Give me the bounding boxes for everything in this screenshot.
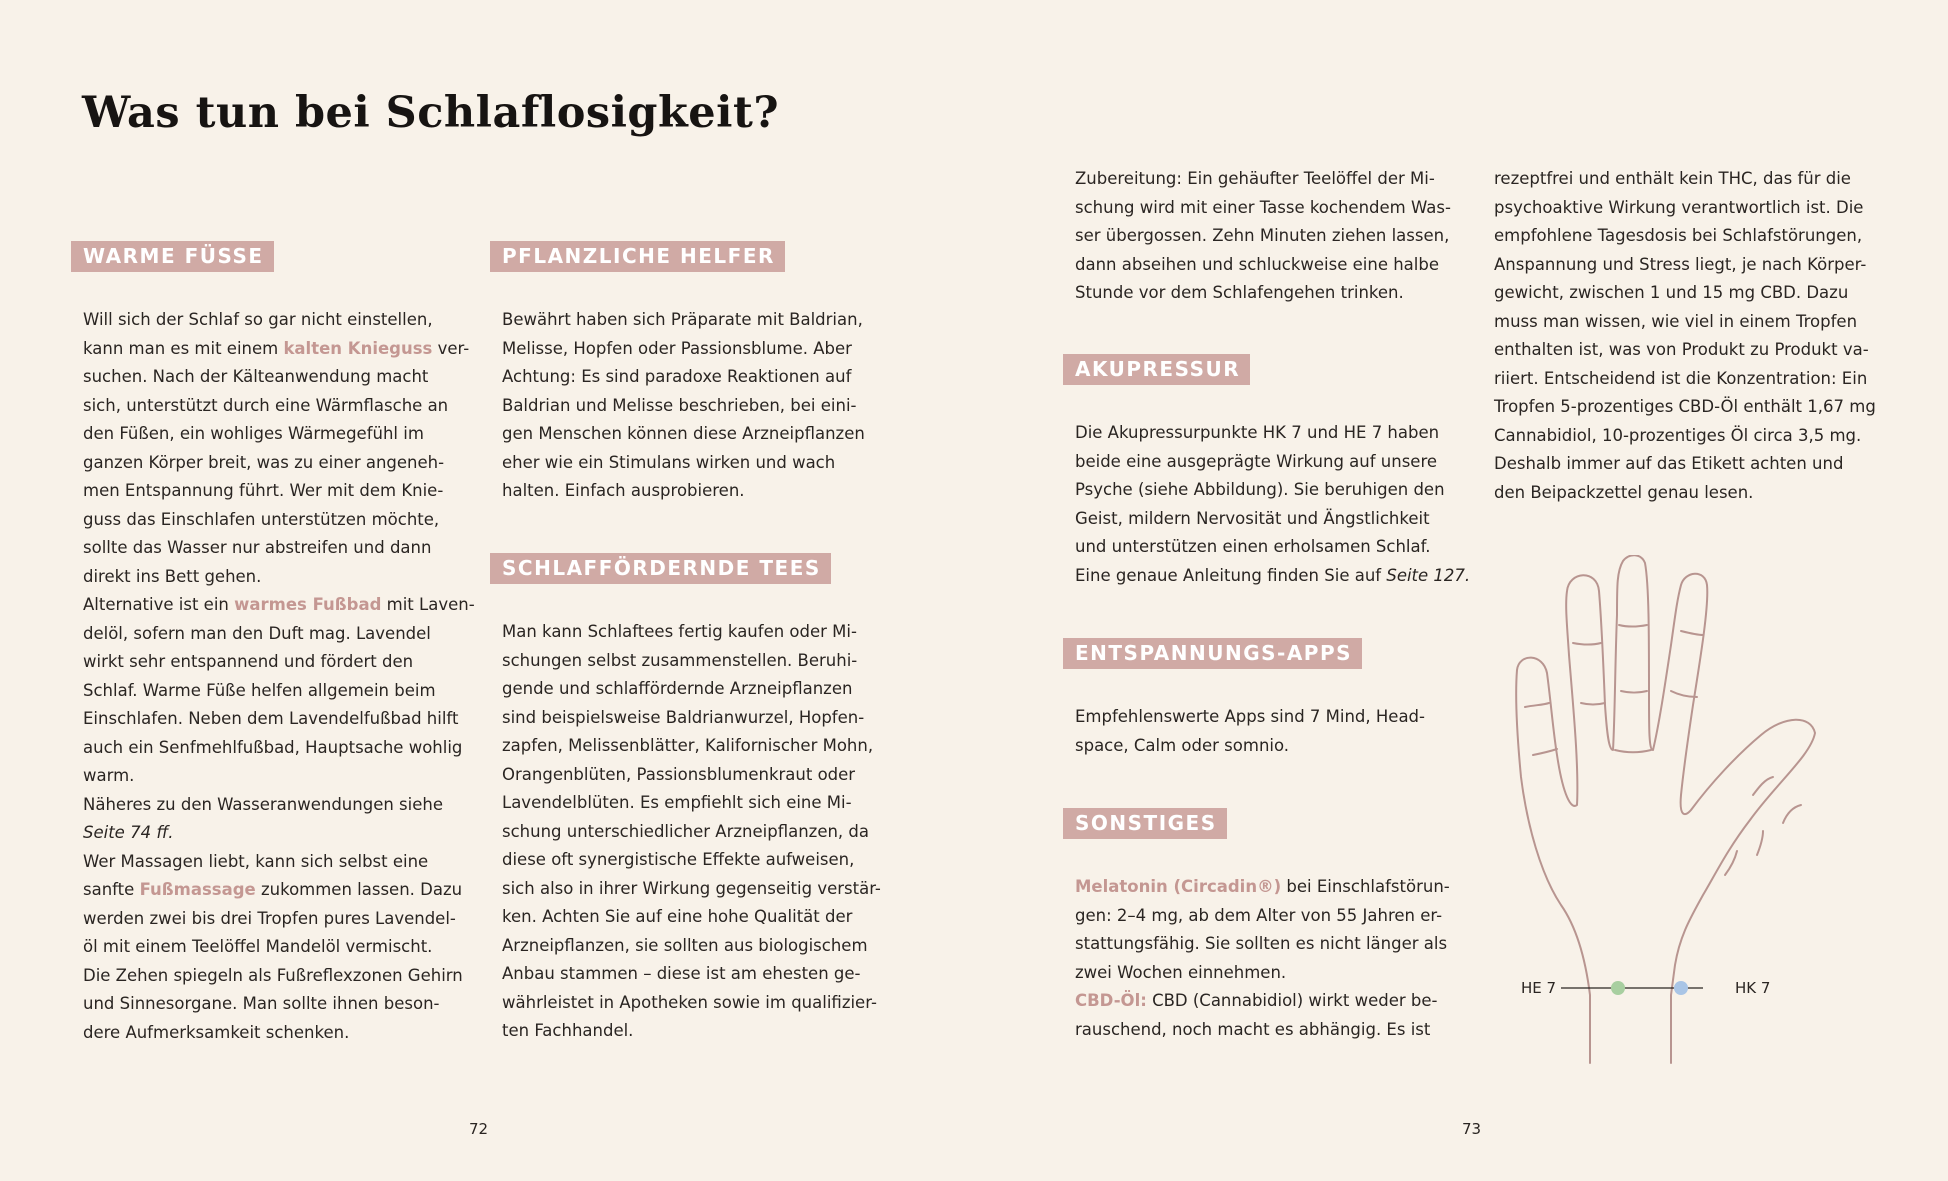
heading-sonstiges: SONSTIGES: [1063, 808, 1227, 839]
text-line: riiert. Entscheidend ist die Konzentration: Ein: [1494, 368, 1868, 388]
finger-crease: [1783, 805, 1801, 823]
text-line: [83, 876, 471, 905]
finger-crease: [1573, 643, 1601, 645]
text-line: eher wie ein Stimulans wirken und wach: [502, 452, 836, 472]
text-line: Wer Massagen liebt, kann sich selbst eine: [83, 851, 429, 871]
highlight-kalter-knieguss: kalten Knieguss: [283, 338, 433, 358]
text-line: gen: 2–4 mg, ab dem Alter von 55 Jahren er-: [1075, 905, 1443, 925]
text-line: sollte das Wasser nur abstreifen und dann: [83, 538, 432, 557]
text-span: ver-: [432, 338, 470, 358]
column-cbd-fortsetzung: [1494, 165, 1882, 507]
text-line: schung unterschiedlicher Arzneipflanzen, da: [502, 821, 869, 841]
text-line: und Sinnesorgane. Man sollte ihnen beson-: [83, 994, 440, 1013]
text-line: ten Fachhandel.: [502, 1021, 634, 1040]
text-line: dere Aufmerksamkeit schenken.: [83, 1022, 350, 1042]
column-zubereitung: [1075, 165, 1463, 308]
text-line: Bewährt haben sich Präparate mit Baldrian,: [502, 310, 863, 329]
finger-crease: [1621, 691, 1647, 693]
text-line: Die Akupressurpunkte HK 7 und HE 7 haben: [1075, 423, 1440, 442]
text-line: sich also in ihrer Wirkung gegenseitig verstär-: [502, 878, 881, 898]
text-line: suchen. Nach der Kälteanwendung macht: [83, 367, 429, 386]
finger-crease: [1581, 703, 1605, 705]
text-line: direkt ins Bett gehen.: [83, 566, 262, 586]
column-pflanzliche-helfer: [502, 241, 890, 506]
finger-crease: [1681, 631, 1703, 635]
text-line: rauschend, noch macht es abhängig. Es ist: [1075, 1019, 1431, 1039]
text-line: [83, 335, 471, 364]
text-line: dann abseihen und schluckweise eine halbe: [1075, 254, 1439, 274]
point-he7-marker: [1611, 981, 1625, 995]
finger-crease: [1753, 777, 1773, 795]
text-line: Die Zehen spiegeln als Fußreflexzonen Gehirn: [83, 965, 463, 985]
text-line: delöl, sofern man den Duft mag. Lavendel: [83, 623, 431, 643]
text-line: Geist, mildern Nervosität und Ängstlichkeit: [1075, 508, 1430, 528]
text-line: Cannabidiol, 10-prozentiges Öl circa 3,5 mg.: [1494, 425, 1862, 445]
text-line: Orangenblüten, Passionsblumenkraut oder: [502, 764, 856, 784]
text-span: sanfte: [83, 880, 140, 899]
text-line: schungen selbst zusammenstellen. Beruhi-: [502, 650, 858, 670]
text-line: Melisse, Hopfen oder Passionsblume. Aber: [502, 338, 852, 358]
text-line: gen Menschen können diese Arzneipflanzen: [502, 424, 865, 443]
text-span: CBD (Cannabidiol) wirkt weder be-: [1146, 991, 1438, 1010]
text-line: guss das Einschlafen unterstützen möchte,: [83, 509, 440, 529]
text-line: den Füßen, ein wohliges Wärmegefühl im: [83, 424, 424, 443]
text-line: den Beipackzettel genau lesen.: [1494, 482, 1754, 502]
label-he7: HE 7: [1521, 979, 1557, 997]
text-line: Lavendelblüten. Es empfiehlt sich eine Mi-: [502, 793, 852, 812]
text-line: Einschlafen. Neben dem Lavendelfußbad hilft: [83, 709, 459, 728]
text-line: Näheres zu den Wasseranwendungen siehe: [83, 794, 443, 814]
text-line: Man kann Schlaftees fertig kaufen oder Mi-: [502, 622, 857, 641]
text-line: warm.: [83, 766, 135, 785]
text-line: Empfehlenswerte Apps sind 7 Mind, Head-: [1075, 707, 1425, 726]
text-akupressur: [1075, 419, 1471, 590]
text-line: Arzneipflanzen, sie sollten aus biologischem: [502, 935, 868, 955]
highlight-melatonin: Melatonin (Circadin®): [1075, 877, 1282, 896]
text-line: Anspannung und Stress liegt, je nach Körper-: [1494, 254, 1867, 274]
text-line: empfohlene Tagesdosis bei Schlafstörungen,: [1494, 226, 1863, 245]
label-hk7: HK 7: [1735, 979, 1771, 997]
text-span: Eine genaue Anleitung finden Sie auf: [1075, 565, 1387, 585]
text-warme-fuesse: [83, 306, 475, 1047]
text-line: [1075, 873, 1463, 902]
column-schlaffoerdernde-tees: [502, 553, 890, 1046]
text-line: gewicht, zwischen 1 und 15 mg CBD. Dazu: [1494, 283, 1849, 302]
finger-crease: [1533, 749, 1557, 755]
text-schlaffoerdernde-tees: [502, 618, 890, 1046]
text-line: Stunde vor dem Schlafengehen trinken.: [1075, 283, 1404, 302]
text-line: [83, 591, 475, 620]
text-span: mit Laven-: [381, 595, 475, 614]
text-span: bei Einschlafstörun-: [1281, 877, 1450, 896]
text-line: schung wird mit einer Tasse kochendem Was-: [1075, 197, 1451, 217]
page-reference: Seite 74 ff.: [83, 823, 174, 842]
text-entspannungs-apps: [1075, 703, 1463, 760]
text-line: Achtung: Es sind paradoxe Reaktionen auf: [502, 367, 852, 386]
column-sonstiges: [1075, 808, 1463, 1044]
heading-entspannungs-apps: ENTSPANNUNGS-APPS: [1063, 638, 1362, 669]
page-number-right: 73: [1462, 1120, 1482, 1138]
text-line: diese oft synergistische Effekte aufweisen,: [502, 850, 855, 869]
heading-pflanzliche-helfer: PFLANZLICHE HELFER: [490, 241, 785, 272]
text-line: währleistet in Apotheken sowie im qualifizier-: [502, 992, 877, 1012]
highlight-fussmassage: Fußmassage: [139, 880, 256, 899]
text-line: muss man wissen, wie viel in einem Tropfen: [1494, 311, 1858, 331]
text-line: [1075, 562, 1471, 591]
finger-crease: [1615, 750, 1651, 752]
finger-crease: [1525, 703, 1549, 707]
text-line: auch ein Senfmehlfußbad, Hauptsache wohlig: [83, 737, 463, 757]
column-entspannungs-apps: [1075, 638, 1463, 760]
text-line: enthalten ist, was von Produkt zu Produkt va-: [1494, 340, 1869, 359]
text-line: space, Calm oder somnio.: [1075, 735, 1290, 755]
page-number-left: 72: [469, 1120, 489, 1138]
text-line: halten. Einfach ausprobieren.: [502, 481, 745, 500]
column-akupressur: [1075, 354, 1471, 590]
heading-akupressur: AKUPRESSUR: [1063, 354, 1250, 385]
text-line: rezeptfrei und enthält kein THC, das für die: [1494, 169, 1851, 188]
text-line: sind beispielsweise Baldrianwurzel, Hopfen-: [502, 707, 865, 727]
text-line: zapfen, Melissenblätter, Kalifornischer Mohn,: [502, 736, 874, 755]
text-line: wirkt sehr entspannend und fördert den: [83, 652, 414, 671]
text-line: [1075, 987, 1463, 1016]
text-line: psychoaktive Wirkung verantwortlich ist. Die: [1494, 197, 1864, 217]
text-line: öl mit einem Teelöffel Mandelöl vermischt.: [83, 937, 433, 956]
text-line: Schlaf. Warme Füße helfen allgemein beim: [83, 680, 436, 700]
text-line: Deshalb immer auf das Etikett achten und: [1494, 454, 1844, 473]
text-line: ser übergossen. Zehn Minuten ziehen lassen,: [1075, 226, 1450, 245]
text-line: ganzen Körper breit, was zu einer angeneh-: [83, 452, 445, 472]
text-line: Zubereitung: Ein gehäufter Teelöffel der Mi-: [1075, 169, 1435, 188]
text-line: werden zwei bis drei Tropfen pures Lavendel-: [83, 908, 456, 928]
text-line: ken. Achten Sie auf eine hohe Qualität der: [502, 907, 853, 926]
text-pflanzliche-helfer: [502, 306, 890, 506]
point-hk7-marker: [1674, 981, 1688, 995]
text-line: zwei Wochen einnehmen.: [1075, 962, 1287, 982]
text-span: zukommen lassen. Dazu: [255, 880, 463, 899]
heading-warme-fuesse: WARME FÜSSE: [71, 241, 274, 272]
text-span: Alternative ist ein: [83, 595, 235, 614]
heading-schlaffoerdernde-tees: SCHLAFFÖRDERNDE TEES: [490, 553, 831, 584]
column-warme-fuesse: [83, 241, 475, 1047]
text-line: Baldrian und Melisse beschrieben, bei eini-: [502, 395, 857, 415]
text-line: men Entspannung führt. Wer mit dem Knie-: [83, 481, 444, 500]
finger-crease: [1671, 691, 1697, 697]
text-line: beide eine ausgeprägte Wirkung auf unsere: [1075, 451, 1438, 471]
text-line: Psyche (siehe Abbildung). Sie beruhigen den: [1075, 480, 1445, 499]
text-line: Anbau stammen – diese ist am ehesten ge-: [502, 964, 861, 983]
highlight-cbd-oel: CBD-Öl:: [1075, 991, 1147, 1010]
text-line: Tropfen 5-prozentiges CBD-Öl enthält 1,67 mg: [1494, 397, 1876, 416]
text-sonstiges: [1075, 873, 1463, 1044]
text-line: und unterstützen einen erholsamen Schlaf.: [1075, 537, 1431, 556]
text-line: gende und schlaffördernde Arzneipflanzen: [502, 679, 853, 698]
text-line: stattungsfähig. Sie sollten es nicht länger als: [1075, 934, 1448, 953]
text-line: sich, unterstützt durch eine Wärmflasche an: [83, 395, 449, 415]
text-span: kann man es mit einem: [83, 338, 284, 358]
page-reference: Seite 127.: [1386, 565, 1471, 585]
finger-crease: [1619, 625, 1647, 627]
finger-crease: [1757, 831, 1763, 855]
hand-acupressure-illustration: [1505, 555, 1855, 1065]
page-title: Was tun bei Schlaflosigkeit?: [82, 88, 780, 138]
highlight-warmes-fussbad: warmes Fußbad: [234, 595, 382, 614]
text-line: Will sich der Schlaf so gar nicht einstellen,: [83, 310, 433, 329]
